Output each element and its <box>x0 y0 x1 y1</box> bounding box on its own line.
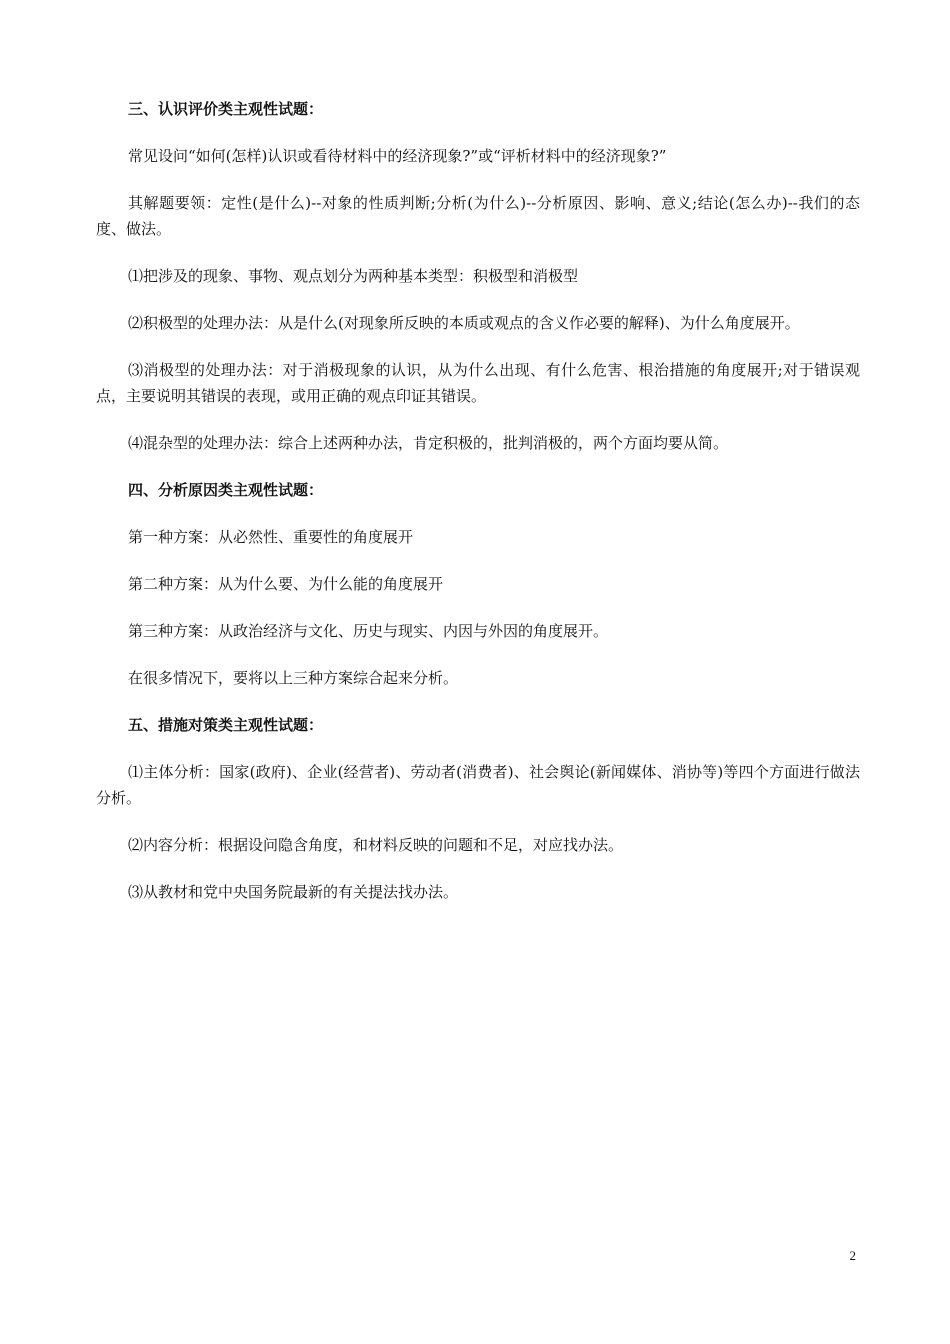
paragraph: ⑴把涉及的现象、事物、观点划分为两种基本类型：积极型和消极型 <box>128 267 579 285</box>
section-heading-4: 四、分析原因类主观性试题： <box>128 481 324 499</box>
paragraph: 第二种方案：从为什么要、为什么能的角度展开 <box>128 575 444 593</box>
paragraph: ⑶从教材和党中央国务院最新的有关提法找办法。 <box>128 883 459 901</box>
paragraph: 第三种方案：从政治经济与文化、历史与现实、内因与外因的角度展开。 <box>128 622 609 640</box>
paragraph: 其解题要领：定性(是什么)--对象的性质判断;分析(为什么)--分析原因、影响、意义;结论(怎么办)--我们的态度、做法。 <box>96 194 860 238</box>
section-heading-3: 三、认识评价类主观性试题： <box>128 100 324 118</box>
page-content <box>96 96 860 926</box>
paragraph: 第一种方案：从必然性、重要性的角度展开 <box>128 528 414 546</box>
paragraph: ⑷混杂型的处理办法：综合上述两种办法，肯定积极的，批判消极的，两个方面均要从简。 <box>128 434 729 452</box>
paragraph: ⑵内容分析：根据设问隐含角度，和材料反映的问题和不足，对应找办法。 <box>128 836 624 854</box>
paragraph: ⑵积极型的处理办法：从是什么(对现象所反映的本质或观点的含义作必要的解释)、为什么角度展开。 <box>128 314 800 332</box>
paragraph: ⑴主体分析：国家(政府)、企业(经营者)、劳动者(消费者)、社会舆论(新闻媒体、消协等)等四个方面进行做法分析。 <box>96 763 860 807</box>
paragraph: 常见设问“如何(怎样)认识或看待材料中的经济现象?”或“评析材料中的经济现象?” <box>128 147 667 165</box>
section-heading-5: 五、措施对策类主观性试题： <box>128 716 324 734</box>
paragraph: 在很多情况下，要将以上三种方案综合起来分析。 <box>128 669 459 687</box>
paragraph: ⑶消极型的处理办法：对于消极现象的认识，从为什么出现、有什么危害、根治措施的角度展开;对于错误观点，主要说明其错误的表现，或用正确的观点印证其错误。 <box>96 361 860 405</box>
page-number: 2 <box>849 1248 856 1263</box>
